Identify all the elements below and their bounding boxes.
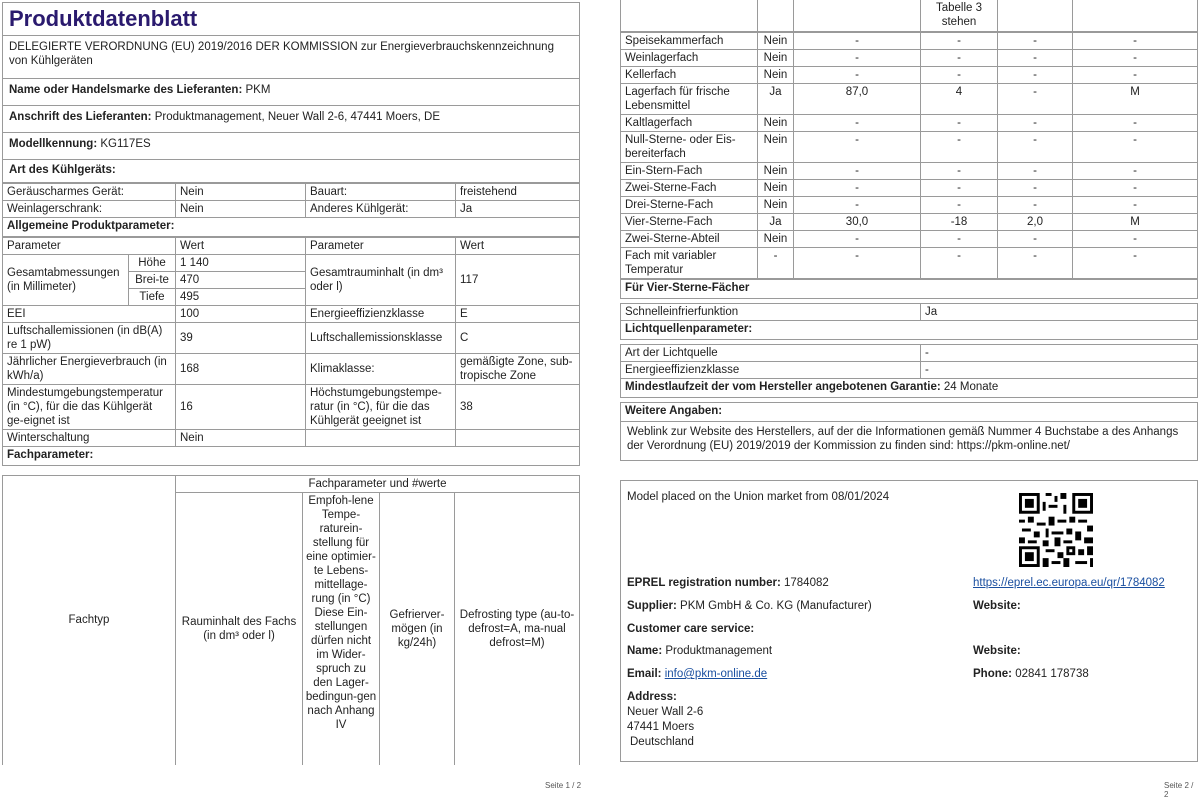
table-cell: Nein: [758, 196, 794, 213]
table-cell: 470: [176, 272, 306, 289]
eprel-reg-label: EPREL registration number:: [627, 577, 781, 589]
light-type-value: -: [921, 344, 1198, 361]
table-cell: -: [921, 32, 998, 49]
table-cell: E: [456, 306, 580, 323]
table-cell: Anderes Kühlgerät:: [306, 201, 456, 218]
qr-code-icon: [1019, 493, 1093, 567]
table-row: [621, 179, 1198, 196]
quick-freeze-table: [620, 303, 1198, 340]
table-row: [621, 196, 1198, 213]
table-row: [621, 162, 1198, 179]
supplier-value: PKM: [245, 84, 271, 96]
general-params-table: [2, 237, 580, 466]
compartment-name: Kellerfach: [621, 66, 758, 83]
quick-freeze-label: Schnelleinfrierfunktion: [621, 303, 921, 320]
table-cell: Ja: [758, 83, 794, 114]
care-address: [627, 705, 703, 750]
fachtyp-header: Fachtyp: [3, 476, 176, 765]
table-cell: Nein: [176, 201, 306, 218]
volume-label: Gesamtrauminhalt (in dm³ oder l): [306, 255, 456, 306]
table-cell: -: [1073, 32, 1198, 49]
table-cell: -: [998, 131, 1073, 162]
table-cell: 38: [456, 385, 580, 430]
temp-header: [303, 493, 380, 765]
table-cell: -: [1073, 196, 1198, 213]
table-cell: gemäßigte Zone, sub-tropische Zone: [456, 354, 580, 385]
table-cell: Nein: [758, 49, 794, 66]
care-address-label: Address:: [627, 691, 677, 703]
table-row: [621, 213, 1198, 230]
four-star-table: [620, 279, 1198, 299]
warranty-label: Mindestlaufzeit der vom Hersteller angebotenen Garantie:: [625, 380, 941, 393]
compartment-table: [620, 0, 1198, 32]
table-cell: 168: [176, 354, 306, 385]
compartment-name: Zwei-Sterne-Abteil: [621, 230, 758, 247]
light-params-label: Lichtquellenparameter:: [621, 320, 1198, 339]
table-cell: -: [794, 162, 921, 179]
table-cell: -: [921, 179, 998, 196]
compartment-params-label: Fachparameter:: [3, 447, 580, 466]
table-cell: -: [921, 131, 998, 162]
table-row: [3, 430, 580, 447]
defrost-header: Defrosting type (au-to-defrost=A, ma-nual defrost=M): [455, 493, 580, 765]
warranty-value: 24 Monate: [943, 380, 999, 393]
care-name-row: [627, 645, 772, 657]
table-cell: Nein: [758, 114, 794, 131]
table-row: [3, 306, 580, 323]
table-cell: -: [1073, 162, 1198, 179]
page-1: [2, 2, 580, 765]
model-row: [3, 133, 580, 160]
address-value: Produktmanagement, Neuer Wall 2-6, 47441 Moers, DE: [154, 111, 440, 123]
table-header-row: [3, 238, 580, 255]
table-cell: -: [794, 131, 921, 162]
care-website-label: Website:: [973, 645, 1021, 657]
table-cell: Höchstumgebungstempe-ratur (in °C), für die das Kühlgerät geeignet ist: [306, 385, 456, 430]
table-cell: 100: [176, 306, 306, 323]
light-class-label: Energieeffizienzklasse: [621, 361, 921, 378]
table-cell: -: [1073, 66, 1198, 83]
volume-value: 117: [456, 255, 580, 306]
table-cell: -: [998, 230, 1073, 247]
care-phone-row: [973, 668, 1089, 680]
table-cell: Luftschallemissionen (in dB(A) re 1 pW): [3, 323, 176, 354]
fach-group-header: Fachparameter und #werte: [176, 476, 580, 493]
care-email-link[interactable]: info@pkm-online.de: [664, 668, 768, 680]
temp-header-text: Empfoh-lene Tempe-raturein-stellung für eine optimier-te Lebens-mittellage-rung (in °C): [306, 495, 376, 605]
column-header: Parameter: [306, 238, 456, 255]
compartment-rows: [620, 32, 1198, 279]
table-cell: -: [921, 49, 998, 66]
address-label: Anschrift des Lieferanten:: [9, 111, 152, 123]
table-cell: -: [794, 179, 921, 196]
table-cell: -: [998, 83, 1073, 114]
table-cell: Tiefe: [129, 289, 176, 306]
table-cell: M: [1073, 83, 1198, 114]
compartment-header-table: [2, 475, 580, 765]
compartment-name: Lagerfach für frische Lebensmittel: [621, 83, 758, 114]
table-row: [3, 354, 580, 385]
table-row: [621, 66, 1198, 83]
table-cell: 4: [921, 83, 998, 114]
table-cell: [456, 430, 580, 447]
table-cell: 30,0: [794, 213, 921, 230]
table-cell: -: [794, 230, 921, 247]
eprel-supplier-value: PKM GmbH & Co. KG (Manufacturer): [680, 600, 872, 612]
table-row: [621, 32, 1198, 49]
warranty-row: [621, 378, 1198, 397]
table-cell: Nein: [758, 162, 794, 179]
column-header: Parameter: [3, 238, 176, 255]
table-cell: -: [921, 114, 998, 131]
table-cell: -: [998, 196, 1073, 213]
rauminhalt-header: Rauminhalt des Fachs (in dm³ oder l): [176, 493, 303, 765]
compartment-name: Drei-Sterne-Fach: [621, 196, 758, 213]
compartment-name: Kaltlagerfach: [621, 114, 758, 131]
page-2: [620, 0, 1198, 748]
table-cell: Nein: [758, 230, 794, 247]
further-info-table: [620, 402, 1198, 461]
table-cell: Bauart:: [306, 184, 456, 201]
table-cell: -: [921, 247, 998, 278]
market-text: Model placed on the Union market from 08/01/2024: [627, 491, 890, 503]
eprel-reg-row: [627, 577, 829, 589]
table-cell: -: [1073, 247, 1198, 278]
care-name-value: Produktmanagement: [665, 645, 773, 657]
page-number: Seite 1 / 2: [545, 781, 582, 790]
table-cell: Nein: [758, 32, 794, 49]
gefrier-header: Gefrierver-mögen (in kg/24h): [380, 493, 455, 765]
table-cell: -: [794, 196, 921, 213]
head-note: Tabelle 3 stehen: [921, 0, 998, 31]
table-row: [621, 114, 1198, 131]
table-cell: -: [921, 230, 998, 247]
address-line: Neuer Wall 2-6: [627, 706, 704, 718]
page-number: Seite 2 / 2: [1164, 781, 1194, 799]
table-cell: 87,0: [794, 83, 921, 114]
compartment-name: Weinlagerfach: [621, 49, 758, 66]
model-label: Modellkennung:: [9, 138, 98, 150]
four-star-label: Für Vier-Sterne-Fächer: [621, 279, 1198, 298]
table-row: [621, 49, 1198, 66]
table-cell: -: [921, 66, 998, 83]
table-cell: Nein: [758, 131, 794, 162]
table-cell: Jährlicher Energieverbrauch (in kWh/a): [3, 354, 176, 385]
table-cell: -: [998, 66, 1073, 83]
address-line: 47441 Moers: [627, 721, 695, 733]
table-cell: -: [794, 66, 921, 83]
care-phone-label: Phone:: [973, 668, 1012, 680]
table-cell: -: [921, 196, 998, 213]
customer-care-label: Customer care service:: [627, 623, 755, 635]
table-cell: EEI: [3, 306, 176, 323]
table-cell: -18: [921, 213, 998, 230]
eprel-website-label: Website:: [973, 600, 1021, 612]
temp-header-note: Diese Ein-stellungen dürfen nicht im Wider-spruch zu den Lager-bedingun-gen nach Anhang IV: [305, 607, 377, 731]
table-cell: -: [998, 32, 1073, 49]
eprel-supplier-row: [627, 600, 872, 612]
light-type-label: Art der Lichtquelle: [621, 344, 921, 361]
table-cell: 495: [176, 289, 306, 306]
care-email-row: [627, 668, 767, 680]
table-cell: Ja: [758, 213, 794, 230]
table-cell: Ja: [456, 201, 580, 218]
column-header: Wert: [176, 238, 306, 255]
table-cell: -: [794, 32, 921, 49]
product-sheet-header: [2, 2, 580, 183]
care-name-label: Name:: [627, 645, 663, 657]
table-row: [621, 131, 1198, 162]
compartment-name: Null-Sterne- oder Eis-bereiterfach: [621, 131, 758, 162]
table-cell: -: [998, 179, 1073, 196]
care-phone-value: 02841 178738: [1015, 668, 1089, 680]
device-type-label: Art des Kühlgeräts:: [3, 160, 580, 183]
care-email-label: Email:: [627, 668, 662, 680]
supplier-row: [3, 79, 580, 106]
table-cell: -: [1073, 131, 1198, 162]
eprel-box: [620, 480, 1198, 762]
table-cell: -: [1073, 230, 1198, 247]
table-cell: -: [998, 162, 1073, 179]
table-cell: Klimaklasse:: [306, 354, 456, 385]
model-value: KG117ES: [100, 138, 151, 150]
weblink-text: Weblink zur Website des Herstellers, auf der die Informationen gemäß Nummer 4 Buchstabe a des Anhangs der Verordnung (EU) 2019/2019 der Kommission zu finden sind: https://pkm-online.net/: [621, 421, 1198, 460]
regulation-text: DELEGIERTE VERORDNUNG (EU) 2019/2016 DER KOMMISSION zur Energieverbrauchskennzeichnung von Kühlgeräten: [3, 36, 580, 79]
further-info-label: Weitere Angaben:: [621, 402, 1198, 421]
table-cell: Nein: [176, 430, 306, 447]
table-cell: -: [1073, 49, 1198, 66]
table-cell: -: [998, 247, 1073, 278]
table-cell: -: [794, 247, 921, 278]
compartment-name: Vier-Sterne-Fach: [621, 213, 758, 230]
device-type-table: [2, 183, 580, 237]
table-cell: -: [1073, 114, 1198, 131]
table-cell: Nein: [758, 66, 794, 83]
table-cell: 39: [176, 323, 306, 354]
eprel-reg-value: 1784082: [784, 577, 829, 589]
table-cell: Geräuscharmes Gerät:: [3, 184, 176, 201]
table-row: [3, 323, 580, 354]
table-cell: -: [921, 162, 998, 179]
table-cell: -: [794, 49, 921, 66]
table-row: [3, 201, 580, 218]
table-cell: [306, 430, 456, 447]
general-params-label: Allgemeine Produktparameter:: [3, 218, 580, 237]
table-cell: Winterschaltung: [3, 430, 176, 447]
table-cell: Mindestumgebungstemperatur (in °C), für die das Kühlgerät ge-eignet ist: [3, 385, 176, 430]
table-cell: Weinlagerschrank:: [3, 201, 176, 218]
table-cell: 1 140: [176, 255, 306, 272]
table-cell: 16: [176, 385, 306, 430]
table-cell: Energieeffizienzklasse: [306, 306, 456, 323]
table-cell: -: [758, 247, 794, 278]
table-cell: Luftschallemissionsklasse: [306, 323, 456, 354]
column-header: Wert: [456, 238, 580, 255]
table-row: [3, 255, 580, 272]
table-cell: freistehend: [456, 184, 580, 201]
light-table: [620, 344, 1198, 398]
table-cell: Nein: [758, 179, 794, 196]
table-cell: -: [1073, 179, 1198, 196]
table-cell: C: [456, 323, 580, 354]
table-row: [3, 385, 580, 430]
table-header-row: [621, 0, 1198, 31]
table-cell: Brei-te: [129, 272, 176, 289]
table-row: [621, 83, 1198, 114]
address-line: Deutschland: [630, 736, 694, 748]
page-title: Produktdatenblatt: [9, 6, 198, 31]
table-row: [621, 230, 1198, 247]
address-row: [3, 106, 580, 133]
light-class-value: -: [921, 361, 1198, 378]
compartment-name: Fach mit variabler Temperatur: [621, 247, 758, 278]
table-row: [621, 247, 1198, 278]
eprel-supplier-label: Supplier:: [627, 600, 677, 612]
table-cell: 2,0: [998, 213, 1073, 230]
supplier-label: Name oder Handelsmarke des Lieferanten:: [9, 84, 243, 96]
table-cell: Höhe: [129, 255, 176, 272]
table-cell: Nein: [176, 184, 306, 201]
table-cell: -: [998, 114, 1073, 131]
quick-freeze-value: Ja: [921, 303, 1198, 320]
table-row: [3, 184, 580, 201]
compartment-name: Speisekammerfach: [621, 32, 758, 49]
compartment-name: Ein-Stern-Fach: [621, 162, 758, 179]
table-cell: M: [1073, 213, 1198, 230]
dimensions-label: Gesamtabmessungen (in Millimeter): [3, 255, 129, 306]
eprel-link[interactable]: https://eprel.ec.europa.eu/qr/1784082: [973, 577, 1165, 589]
table-cell: -: [794, 114, 921, 131]
compartment-name: Zwei-Sterne-Fach: [621, 179, 758, 196]
table-cell: -: [998, 49, 1073, 66]
